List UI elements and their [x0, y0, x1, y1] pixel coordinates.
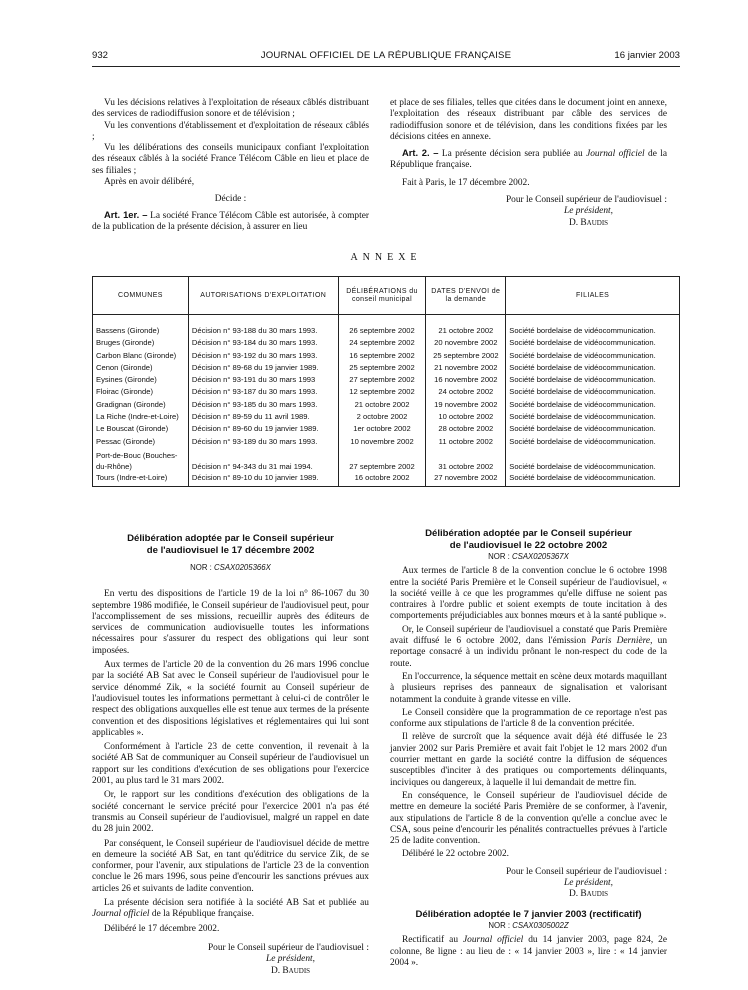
deliberation-cell: 25 septembre 2002 — [338, 362, 426, 374]
autorisation-cell: Décision n° 93-185 du 30 mars 1993. — [188, 399, 338, 411]
deliberation-cell: 24 septembre 2002 — [338, 337, 426, 349]
top-right-column — [390, 98, 667, 229]
autorisation-cell: Décision n° 93-191 du 30 mars 1993 — [188, 374, 338, 386]
table-header-row — [93, 277, 680, 315]
signature-name: D. Baudis — [568, 217, 609, 228]
date-envoi-cell: 31 octobre 2002 — [426, 448, 506, 472]
emission-italic: Paris Dernière — [591, 636, 651, 647]
column-header: DÉLIBÉRATIONS du conseil municipal — [338, 277, 426, 315]
column-header: FILIALES — [506, 277, 680, 315]
article-2 — [390, 147, 667, 172]
commune-cell: Port-de-Bouc (Bouches-du-Rhône) — [93, 448, 189, 472]
filiale-cell: Société bordelaise de vidéocommunication. — [506, 399, 680, 411]
signature-title: Le président, — [564, 206, 613, 217]
nor-line — [390, 551, 667, 562]
nor-label: NOR : — [488, 552, 510, 561]
table-row — [93, 386, 680, 398]
deliberation-cell: 26 septembre 2002 — [338, 315, 426, 338]
filiale-cell: Société bordelaise de vidéocommunication. — [506, 350, 680, 362]
fait-line: Fait à Paris, le 17 décembre 2002. — [402, 177, 530, 188]
paragraph: En conséquence, le Conseil supérieur de l'audiovisuel décide de mettre en demeure la société Paris Première de se conformer, à l'avenir, aux stipulations de l'article 8 de la convention qu'elle a conclue avec le CSA, sous peine d'encourir les pénalités contractuelles prévues à l'article 25 de ladite convention. — [390, 790, 667, 847]
issue-date: 16 janvier 2003 — [614, 50, 680, 61]
text: , un reportage consacré à un individu prônant le non-respect du code de la route. — [390, 636, 668, 669]
article-text: La présente décision sera publiée au — [441, 149, 583, 160]
date-envoi-cell: 25 septembre 2002 — [426, 350, 506, 362]
deliberation-cell: 16 septembre 2002 — [338, 350, 426, 362]
filiale-cell: Société bordelaise de vidéocommunication. — [506, 448, 680, 472]
top-left-column — [92, 98, 369, 233]
autorisation-cell: Décision n° 89-59 du 11 avril 1989. — [188, 411, 338, 423]
article-text: La société France Télécom Câble est autorisée, à compter de la publication de la présente décision, à assurer en lieu — [92, 210, 369, 232]
deliberation-cell: 10 novembre 2002 — [338, 436, 426, 448]
paragraph: et place de ses filiales, telles que citées dans le document joint en annexe, l'exploitation des réseaux distribuant par câble des services de radiodiffusion sonore et de télévision, dans les conditions fixées par les décisions citées en annexe. — [390, 98, 667, 142]
commune-cell: Pessac (Gironde) — [93, 436, 189, 448]
date-envoi-cell: 10 octobre 2002 — [426, 411, 506, 423]
date-envoi-cell: 19 novembre 2002 — [426, 399, 506, 411]
date-envoi-cell: 11 octobre 2002 — [426, 436, 506, 448]
text: La présente décision sera notifiée à la société AB Sat et publiée au — [104, 898, 369, 909]
delib1-title: Délibération adoptée par le Conseil supérieur — [127, 533, 334, 544]
text: du 14 janvier 2003, page 824, 2e colonne, 8e ligne : au lieu de : « 14 janvier 2003 », lire : « 14 janvier 2004 ». — [390, 935, 668, 968]
nor-line — [92, 562, 369, 573]
signature-line: Pour le Conseil supérieur de l'audiovisuel : — [207, 942, 369, 953]
table-row — [93, 399, 680, 411]
nor-code: CSAX0205367X — [512, 552, 569, 561]
annexe-table — [92, 276, 680, 487]
autorisation-cell: Décision n° 93-192 du 30 mars 1993. — [188, 350, 338, 362]
paragraph: En vertu des dispositions de l'article 19 de la loi n° 86-1067 du 30 septembre 1986 modifiée, le Conseil supérieur de l'audiovisuel peut, pour l'accomplissement de ses missions, recueillir auprès des éditeurs de services de communication audiovisuelle toutes les informations nécessaires pour s'assurer du respect des obligations qui leur sont imposées. — [92, 589, 369, 656]
paragraph: Vu les décisions relatives à l'exploitation de réseaux câblés distribuant des services de radiodiffusion sonore et de télévision ; — [92, 98, 369, 120]
journal-italic: Journal officiel — [463, 935, 524, 946]
journal-title: JOURNAL OFFICIEL DE LA RÉPUBLIQUE FRANÇAISE — [260, 50, 512, 61]
article-text: de la République française. — [390, 149, 668, 171]
delib2-title: Délibération adoptée par le Conseil supérieur — [425, 528, 632, 539]
paragraph — [92, 898, 369, 921]
autorisation-cell: Décision n° 93-188 du 30 mars 1993. — [188, 315, 338, 338]
signature-name: D. Baudis — [270, 965, 311, 976]
paragraph: Le Conseil considère que la programmation de ce reportage n'est pas conforme aux stipulations de l'article 8 de la convention précitée. — [390, 707, 667, 730]
filiale-cell: Société bordelaise de vidéocommunication. — [506, 472, 680, 487]
autorisation-cell: Décision n° 89-68 du 19 janvier 1989. — [188, 362, 338, 374]
journal-italic: Journal officiel — [586, 149, 645, 160]
date-envoi-cell: 21 octobre 2002 — [426, 315, 506, 338]
commune-cell: Bruges (Gironde) — [93, 337, 189, 349]
paragraph — [390, 935, 667, 969]
nor-line — [390, 920, 667, 931]
column-header: DATES D'ENVOI de la demande — [426, 277, 506, 315]
paragraph: Délibéré le 22 octobre 2002. — [402, 849, 509, 860]
signature-line: Pour le Conseil supérieur de l'audiovisuel : — [505, 195, 667, 206]
table-body — [93, 315, 680, 487]
table-row — [93, 423, 680, 435]
autorisation-cell: Décision n° 93-184 du 30 mars 1993. — [188, 337, 338, 349]
deliberation-cell: 2 octobre 2002 — [338, 411, 426, 423]
filiale-cell: Société bordelaise de vidéocommunication. — [506, 436, 680, 448]
paragraph: En l'occurrence, la séquence mettait en scène deux motards maquillant à plusieurs reprises des panneaux de signalisation et valorisant notamment la conduite à grande vitesse en ville. — [390, 671, 667, 705]
paragraph: Il relève de surcroît que la séquence avait déjà été diffusée le 23 janvier 2002 sur Paris Première et avait fait l'objet le 12 mars 2002 d'un courrier mettant en garde la société contre la diffusion de séquences susceptibles d'inciter à des pratiques ou comportements délinquants, inciviques ou dangereux, à laquelle il lui demandait de mettre fin. — [390, 732, 667, 788]
paragraph: Après en avoir délibéré, — [104, 177, 195, 188]
paragraph: Or, le rapport sur les conditions d'exécution des obligations de la société concernant le service précité pour l'exercice 2001 n'a pas été transmis au Conseil supérieur de l'audiovisuel, malgré un rappel en date du 28 juin 2002. — [92, 790, 369, 835]
column-header: AUTORISATIONS D'EXPLOITATION — [188, 277, 338, 315]
autorisation-cell: Décision n° 89-10 du 10 janvier 1989. — [188, 472, 338, 487]
date-envoi-cell: 28 octobre 2002 — [426, 423, 506, 435]
delib1-title: de l'audiovisuel le 17 décembre 2002 — [146, 544, 315, 556]
filiale-cell: Société bordelaise de vidéocommunication. — [506, 315, 680, 338]
commune-cell: Bassens (Gironde) — [93, 315, 189, 338]
text: Or, le Conseil supérieur de l'audiovisuel a constaté que Paris Première avait diffusé le 6 octobre 2002, dans l'émission — [390, 624, 667, 647]
autorisation-cell: Décision n° 89-60 du 19 janvier 1989. — [188, 423, 338, 435]
deliberation-cell: 16 octobre 2002 — [338, 472, 426, 487]
article-label: Art. 2. – — [402, 147, 439, 159]
column-header: COMMUNES — [93, 277, 189, 315]
autorisation-cell: Décision n° 93-187 du 30 mars 1993. — [188, 386, 338, 398]
paragraph: Par conséquent, le Conseil supérieur de l'audiovisuel décide de mettre en demeure la société AB Sat, en tant qu'éditrice du service Zik, de se conformer, pour l'avenir, aux stipulations de l'article 23 de la convention conclue le 26 mars 1996, sous peine d'encourir les sanctions prévues aux articles 26 et suivants de ladite convention. — [92, 838, 369, 894]
date-envoi-cell: 24 octobre 2002 — [426, 386, 506, 398]
paragraph: Aux termes de l'article 8 de la convention conclue le 6 octobre 1998 entre la société Paris Première et le Conseil supérieur de l'audiovisuel, « la société veille à ce que les programmes qu'elle diffuse ne soient pas contraires à l'ordre public et soient exempts de toute incitation à des comportements préjudiciables aux bonnes mœurs et à la santé publique ». — [390, 566, 667, 622]
filiale-cell: Société bordelaise de vidéocommunication. — [506, 411, 680, 423]
table-row — [93, 337, 680, 349]
table-row — [93, 436, 680, 448]
filiale-cell: Société bordelaise de vidéocommunication. — [506, 374, 680, 386]
text: Rectificatif au — [402, 935, 459, 946]
date-envoi-cell: 27 novembre 2002 — [426, 472, 506, 487]
commune-cell: Floirac (Gironde) — [93, 386, 189, 398]
decide-heading: Décide : — [214, 194, 247, 205]
paragraph: Délibéré le 17 décembre 2002. — [104, 923, 220, 934]
date-envoi-cell: 16 novembre 2002 — [426, 374, 506, 386]
delib1-column — [92, 533, 369, 977]
commune-cell: Carbon Blanc (Gironde) — [93, 350, 189, 362]
nor-label: NOR : — [488, 921, 511, 931]
journal-italic: Journal officiel — [92, 909, 150, 920]
table-row — [93, 350, 680, 362]
signature-line: Pour le Conseil supérieur de l'audiovisuel : — [505, 866, 667, 877]
commune-cell: Le Bouscat (Gironde) — [93, 423, 189, 435]
deliberation-cell: 27 septembre 2002 — [338, 448, 426, 472]
table-row — [93, 448, 680, 472]
delib3-title: Délibération adoptée le 7 janvier 2003 (rectificatif) — [415, 908, 642, 920]
paragraph — [390, 625, 667, 670]
signature-title: Le président, — [266, 954, 315, 965]
commune-cell: Gradignan (Gironde) — [93, 399, 189, 411]
table-row — [93, 411, 680, 423]
commune-cell: Tours (Indre-et-Loire) — [93, 472, 189, 487]
nor-label: NOR : — [190, 563, 212, 572]
filiale-cell: Société bordelaise de vidéocommunication. — [506, 337, 680, 349]
commune-cell: Cenon (Gironde) — [93, 362, 189, 374]
nor-code: CSAX0305002Z — [512, 921, 569, 931]
signature-title: Le président, — [564, 878, 613, 889]
deliberation-cell: 21 octobre 2002 — [338, 399, 426, 411]
deliberation-cell: 1er octobre 2002 — [338, 423, 426, 435]
page-number: 932 — [92, 50, 109, 61]
paragraph: Conformément à l'article 23 de cette convention, il revenait à la société AB Sat de communiquer au Conseil supérieur de l'audiovisuel un rapport sur les conditions d'exécution de ses obligations pour l'exercice 2001, au plus tard le 31 mars 2002. — [92, 742, 369, 787]
header-rule — [92, 66, 680, 67]
paragraph: Aux termes de l'article 20 de la convention du 26 mars 1996 conclue par la société AB Sat avec le Conseil supérieur de l'audiovisuel pour le service dénommé Zik, « la société fournit au Conseil supérieur de l'audiovisuel toutes les informations permettant à celui-ci de contrôler le respect des obligations auxquelles elle est tenue aux termes de la présente convention et des dispositions législatives et réglementaires qui lui sont applicables ». — [92, 660, 369, 738]
paragraph: Vu les conventions d'établissement et d'exploitation de réseaux câblés ; — [92, 120, 369, 142]
delib2-title: de l'audiovisuel le 22 octobre 2002 — [449, 539, 608, 551]
autorisation-cell: Décision n° 94-343 du 31 mai 1994. — [188, 448, 338, 472]
date-envoi-cell: 20 novembre 2002 — [426, 337, 506, 349]
article-1 — [92, 209, 369, 234]
delib2-column — [390, 528, 667, 969]
autorisation-cell: Décision n° 93-189 du 30 mars 1993. — [188, 436, 338, 448]
deliberation-cell: 27 septembre 2002 — [338, 374, 426, 386]
table-row — [93, 362, 680, 374]
filiale-cell: Société bordelaise de vidéocommunication. — [506, 423, 680, 435]
table-row — [93, 315, 680, 338]
table-row — [93, 374, 680, 386]
commune-cell: Eysines (Gironde) — [93, 374, 189, 386]
filiale-cell: Société bordelaise de vidéocommunication. — [506, 362, 680, 374]
nor-code: CSAX0205366X — [214, 563, 271, 572]
paragraph: Vu les délibérations des conseils municipaux confiant l'exploitation des réseaux câblés à la société France Télécom Câble en lieu et place de ses filiales ; — [92, 143, 369, 176]
page-header — [92, 50, 680, 64]
article-label: Art. 1er. – — [104, 208, 148, 220]
signature-name: D. Baudis — [568, 889, 609, 900]
commune-cell: La Riche (Indre-et-Loire) — [93, 411, 189, 423]
filiale-cell: Société bordelaise de vidéocommunication. — [506, 386, 680, 398]
text: de la République française. — [151, 909, 254, 920]
deliberation-cell: 12 septembre 2002 — [338, 386, 426, 398]
annexe-title: ANNEXE — [350, 252, 422, 263]
date-envoi-cell: 21 novembre 2002 — [426, 362, 506, 374]
table-row — [93, 472, 680, 487]
